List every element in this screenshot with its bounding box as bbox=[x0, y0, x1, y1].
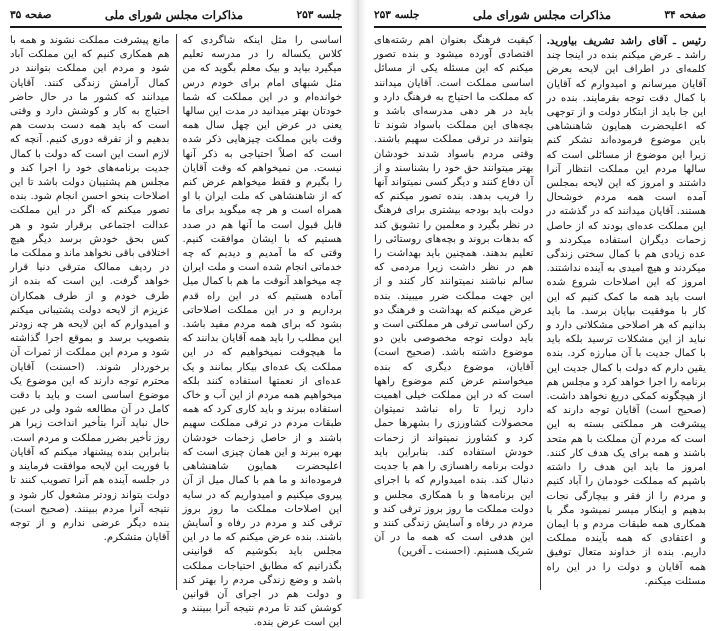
speaker-line: رئیس ـ آقای راشد تشریف بیاورید. bbox=[546, 35, 706, 47]
left-session-label: جلسه ۲۵۳ bbox=[296, 9, 342, 21]
left-page-column-right bbox=[182, 34, 343, 629]
right-page-column-left bbox=[374, 34, 534, 592]
left-column-left-text: مانع پیشرفت مملکت نشوند و همه با هم همکاری کنیم که این مملکت آباد شود و مردم این مملکت بتوانند در کمال آرامش زندگی کنند. آقایان میدانند که کشور ما در حال حاضر احتیاج به کار و کوشش دارد و وقتی است که باید همه دست بدست هم بدهیم و از تفرقه دوری کنیم. آنچه که لازم است این است که دولت با کمال جدیت برنامه‌های خود را اجرا کند و مجلس هم پشتیبان دولت باشد تا این اصلاحات بنحو احسن انجام شود. بنده تصور میکنم که اگر در این مملکت عدالت اجتماعی برقرار شود و هر کس بحق خودش برسد دیگر هیچ اختلافی باقی نخواهد ماند و مملکت ما در ردیف ممالک مترقی دنیا قرار خواهد گرفت. این است که بنده از طرف خودم و از طرف همکاران عزیزم از لایحه دولت پشتیبانی میکنم و امیدوارم که این لایحه هر چه زودتر بتصویب برسد و بموقع اجرا گذاشته شود و مردم این مملکت از ثمرات آن برخوردار شوند. (احسنت) آقایان محترم توجه دارند که این موضوع یک موضوع اساسی است و باید با دقت کامل در آن مطالعه شود ولی در عین حال نباید آنرا بتأخیر انداخت زیرا هر روز تأخیر بضرر مملکت و مردم است. بنابراین بنده پیشنهاد میکنم که آقایان با فوریت این لایحه موافقت فرمایند و در جلسه آینده هم آنرا تصویب کنند تا دولت بتواند زودتر مشغول کار شود و نتیجه آنرا مردم ببینند. (صحیح است) بنده دیگر عرضی ندارم و از توجه آقایان متشکرم. bbox=[10, 35, 170, 544]
left-page-column-left bbox=[10, 34, 170, 592]
left-column-divider bbox=[176, 34, 177, 590]
right-page-header bbox=[374, 4, 706, 28]
right-column-right-text: راشد ـ عرض میکنم بنده در اینجا چند کلمه‌ای در اطراف این لایحه بعرض آقایان میرسانم و امیدوارم که آقایان با کمال دقت توجه بفرمایند. بنده در این جا باید از ابتکار دولت و از توجهی که اعلیحضرت همایون شاهنشاهی باین موضوع فرموده‌اند تشکر کنم زیرا این موضوع از مسائلی است که سالها مردم این مملکت انتظار آنرا داشتند و امروز که این لایحه بمجلس آمده است همه مردم خوشحال هستند. آقایان میدانند که در گذشته در این مملکت عده‌ای بودند که از حاصل زحمات دیگران استفاده میکردند و عده زیادی هم با کمال سختی زندگی میکردند و هیچ امیدی به آینده نداشتند. امروز که این اصلاحات شروع شده است باید همه ما کمک کنیم که این کار با موفقیت بپایان برسد. ما باید بدانیم که هر اصلاحی مشکلاتی دارد و نباید از این مشکلات ترسید بلکه باید با کمال جدیت با آن مبارزه کرد. بنده یقین دارم که دولت با کمال جدیت این برنامه را اجرا خواهد کرد و مجلس هم از هیچگونه کمکی دریغ نخواهد داشت. (صحیح است) آقایان توجه دارند که پیشرفت هر مملکتی بسته به این است که مردم آن مملکت با هم متحد باشند و همه برای یک هدف کار کنند. امروز ما باید این هدف را داشته باشیم که مملکت خودمان را آباد کنیم و مردم را از فقر و بیچارگی نجات بدهیم و اینکار میسر نمیشود مگر با همکاری همه طبقات مردم و با ایمان و اعتقادی که همه بآینده مملکت داریم. بنده از خداوند متعال توفیق همه آقایان و دولت را در این راه مسئلت میکنم. bbox=[546, 50, 706, 587]
left-page-number: صفحه ۳۵ bbox=[10, 9, 52, 21]
left-running-title: مذاکرات مجلس شورای ملی bbox=[104, 8, 244, 22]
right-page-columns bbox=[374, 34, 706, 592]
left-page-columns bbox=[10, 34, 342, 629]
left-page bbox=[0, 0, 350, 629]
left-page-header bbox=[10, 4, 342, 28]
right-page-number: صفحه ۳۴ bbox=[664, 9, 706, 21]
right-page-column-right bbox=[547, 34, 707, 592]
right-column-divider bbox=[540, 34, 541, 590]
right-page bbox=[366, 0, 716, 599]
right-column-left-text: کیفیت فرهنگ بعنوان اهم رشته‌های اقتصادی آورده میشود و بنده تصور میکنم که این مسئله یکی از مسائل اساسی مملکت است. آقایان میدانند که مملکت ما احتیاج به فرهنگ دارد و باید در هر دهی مدرسه‌ای باشد و بچه‌های این مملکت باسواد شوند تا بتوانند در ترقی مملکت سهیم باشند. وقتی مردم باسواد شدند خودشان بهتر میتوانند حق خود را بشناسند و از آن دفاع کنند و دیگر کسی نمیتواند آنها را فریب بدهد. بنده تصور میکنم که دولت باید بودجه بیشتری برای فرهنگ در نظر بگیرد و معلمین را تشویق کند که بدهات بروند و بچه‌های روستائی را تعلیم بدهند. همچنین باید بهداشت را هم در نظر داشت زیرا مردمی که سالم نباشند نمیتوانند کار کنند و از این جهت مملکت ضرر میبیند. بنده عرض میکنم که بهداشت و فرهنگ دو رکن اساسی ترقی هر مملکتی است و باید دولت توجه مخصوصی باین دو موضوع داشته باشد. (صحیح است) آقایان، موضوع دیگری که بنده میخواستم عرض کنم موضوع راهها است که در این مملکت خیلی اهمیت دارد زیرا تا راه نباشد نمیتوان محصولات کشاورزی را بشهرها حمل کرد و کشاورز نمیتواند از زحمات خودش استفاده کند. بنابراین باید دولت برنامه راهسازی را هم با جدیت دنبال کند. بنده امیدوارم که با اجرای این برنامه‌ها و با همکاری مجلس و دولت مملکت ما روز بروز ترقی کند و مردم در رفاه و آسایش زندگی کنند و این هدفی است که همه ما در آن شریک هستیم. (احسنت ـ آفرین) bbox=[374, 35, 534, 558]
right-running-title: مذاکرات مجلس شورای ملی bbox=[472, 8, 612, 22]
book-gutter bbox=[350, 0, 366, 599]
right-session-label: جلسه ۲۵۳ bbox=[374, 9, 420, 21]
left-column-right-text: اساسی را مثل اینکه شاگردی که کلاس یکساله را در مدرسه تعلیم میگیرد بیاید و بیک معلم بگوید که من مثل شبهای امام برای خودم درس خوانده‌ام و در این مملکت که شما خودتان بهتر میدانید در مدت این سالها یعنی در عرض این چهل سال همه وقت باین مملکت چیزهایی ذکر شده است که اصلاً احتیاجی به ذکر آنها نیست. من نمیخواهم که وقت آقایان را بگیرم و فقط میخواهم عرض کنم که از شاهنشاهی که ملت ایران با او همراه است و هر چه میگوید برای ما قابل قبول است ما آنها هم در صدد هستیم که با ایشان موافقت کنیم. وقتی که ما آمدیم و دیدیم که چه خدماتی انجام شده است و ملت ایران چه میخواهد آنوقت ما هم با کمال میل آماده هستیم که در این راه قدم برداریم و در این مملکت اصلاحاتی بشود که برای همه مردم مفید باشد. این مطلب را باید همه آقایان بدانند که ما هیچوقت نمیخواهیم که در این مملکت یک عده‌ای بیکار بمانند و یک عده‌ای از نعمتها استفاده کنند بلکه میخواهیم همه مردم از این آب و خاک استفاده ببرند و باید کاری کرد که همه طبقات مردم در ترقی مملکت سهیم باشند و از حاصل زحمات خودشان بهره ببرند و این همان چیزی است که اعلیحضرت همایون شاهنشاهی فرموده‌اند و ما هم با کمال میل از آن پیروی میکنیم و امیدواریم که در سایه این اصلاحات مملکت ما روز بروز ترقی کند و مردم در رفاه و آسایش باشند. بنده عرض میکنم که ما در این مجلس باید بکوشیم که قوانینی بگذرانیم که مطابق احتیاجات مملکت باشد و وضع زندگی مردم را بهتر کند و دولت هم در اجرای آن قوانین کوشش کند تا مردم نتیجه آنرا ببینند و این است عرض بنده. bbox=[182, 35, 342, 629]
